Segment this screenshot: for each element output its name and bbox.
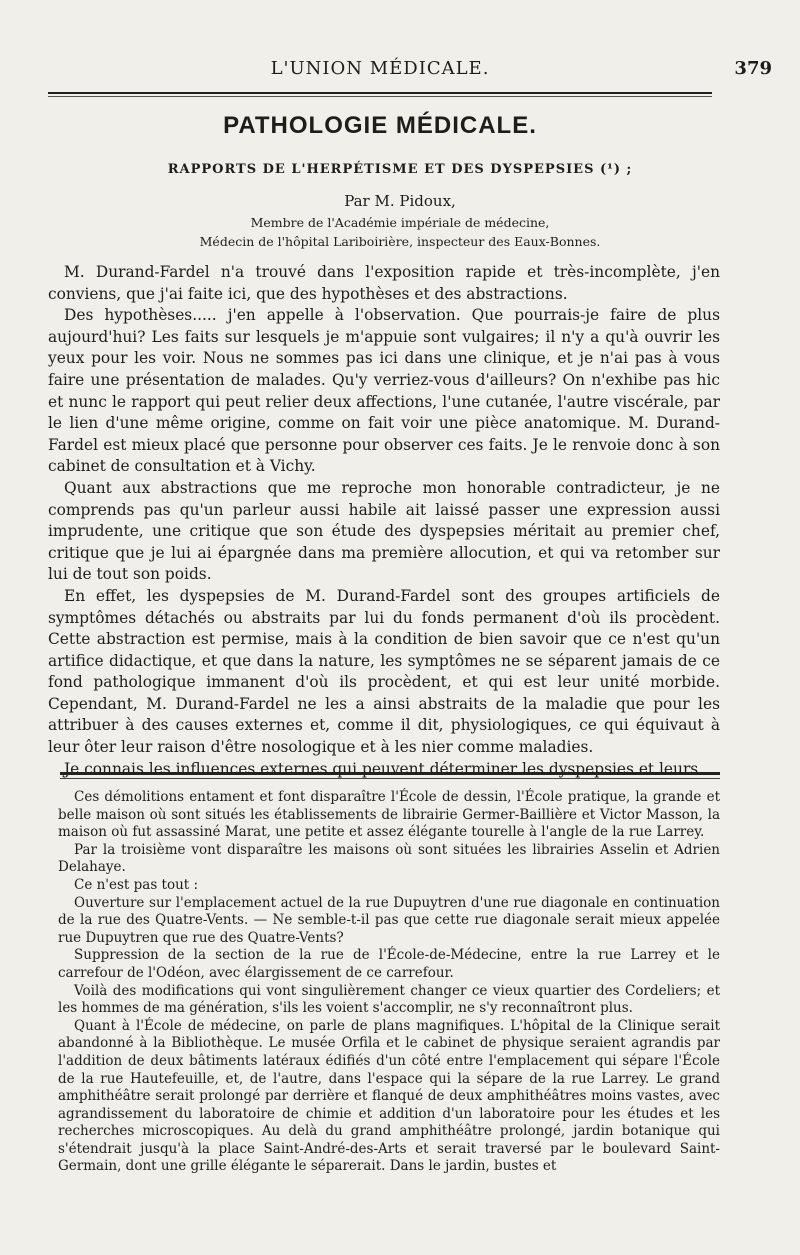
body-paragraph-3: Quant aux abstractions que me reproche mon honorable contradicteur, je ne comprends pas qu'un parleur aussi habile ait laissé passer une expression aussi imprudente, une critique que son étude des dyspepsies méritait au premier chef, critique que je lui ai épargnée dans ma première allocution, et qui va retomber sur lui de tout son poids. — [48, 478, 720, 584]
running-head — [48, 58, 772, 84]
body-paragraph-5: Je connais les influences externes qui peuvent déterminer les dyspepsies et leurs — [64, 759, 699, 778]
body-paragraph-2: Des hypothèses..... j'en appelle à l'observation. Que pourrais-je faire de plus aujourd'hui? Les faits sur lesquels je m'appuie sont vulgaires; il n'y a qu'à ouvrir les yeux pour les voir. Nous ne sommes pas ici dans une clinique, et je n'ai pas à vous faire une présentation de malades. Qu'y verriez-vous d'ailleurs? On n'exhibe pas hic et nunc le rapport qui peut relier deux affections, l'une cutanée, l'autre viscérale, par le lien d'une même origine, comme on fait voir une pièce anatomique. M. Durand-Fardel est mieux placé que personne pour observer ces faits. Je le renvoie donc à son cabinet de consultation et à Vichy. — [48, 306, 720, 476]
footnote-paragraph-6: Voilà des modifications qui vont singulièrement changer ce vieux quartier des Cordeliers; et les hommes de ma génération, s'ils les voient s'accomplir, ne s'y reconnaîtront plus. — [58, 982, 720, 1017]
article-title: RAPPORTS DE L'HERPÉTISME ET DES DYSPEPSIES (¹) ; — [167, 162, 633, 177]
footnote-paragraph-3: Ce n'est pas tout : — [74, 876, 199, 893]
article-body — [48, 262, 720, 780]
body-paragraph-1: M. Durand-Fardel n'a trouvé dans l'exposition rapide et très-incomplète, j'en conviens, que j'ai faite ici, que des hypothèses et des abstractions. — [48, 263, 720, 303]
section-title: PATHOLOGIE MÉDICALE. — [223, 112, 537, 139]
article-author: Par M. Pidoux, — [344, 192, 456, 210]
author-affiliation-2: Médecin de l'hôpital Lariboirière, inspecteur des Eaux-Bonnes. — [199, 234, 601, 249]
body-paragraph-4: En effet, les dyspepsies de M. Durand-Fardel sont des groupes artificiels de symptômes détachés ou abstraits par lui du fonds permanent d'où ils procèdent. Cette abstraction est permise, mais à la condition de bien savoir que ce n'est qu'un artifice didactique, et que dans la nature, les symptômes ne se séparent jamais de ce fond pathologique immanent d'où ils procèdent, et qui est leur unité morbide. Cependant, M. Durand-Fardel ne les a ainsi abstraits de la maladie que pour les attribuer à des causes externes et, comme il dit, physiologiques, ce qui équivaut à leur ôter leur raison d'être nosologique et à les nier comme maladies. — [48, 586, 720, 757]
footnote-paragraph-1: Ces démolitions entament et font disparaître l'École de dessin, l'École pratique, la grande et belle maison où sont situés les établissements de librairie Germer-Baillière et Victor Masson, la maison où fut assassiné Marat, une petite et assez élégante tourelle à l'angle de la rue Larrey. — [58, 789, 720, 841]
footnote-paragraph-4: Ouverture sur l'emplacement actuel de la rue Dupuytren d'une rue diagonale en continuation de la rue des Quatre-Vents. — Ne semble-t-il pas que cette rue diagonale serait mieux appelée rue Dupuytren que rue des Quatre-Vents? — [58, 894, 720, 946]
footnote-paragraph-7: Quant à l'École de médecine, on parle de plans magnifiques. L'hôpital de la Clinique serait abandonné à la Bibliothèque. Le musée Orfila et le cabinet de physique seraient agrandis par l'addition de deux bâtiments latéraux édifiés d'un côté entre l'emplacement qui sépare l'École de la rue Hautefeuille, et, de l'autre, dans l'espace qui la sépare de la rue Larrey. Le grand amphithéâtre serait prolongé par derrière et flanqué de deux amphithéâtres moins vastes, avec agrandissement du laboratoire de chimie et addition d'un laboratoire pour les études et les recherches microscopiques. Au delà du grand amphithéâtre prolongé, jardin botanique qui s'étendrait jusqu'à la place Saint-André-des-Arts et serait traversé par le boulevard Saint-Germain, dont une grille élégante le séparerait. Dans le jardin, bustes et — [58, 1017, 720, 1175]
footnote-paragraph-2: Par la troisième vont disparaître les maisons où sont situées les librairies Asselin et Adrien Delahaye. — [58, 841, 720, 876]
footnotes — [58, 789, 720, 1176]
footnote-paragraph-5: Suppression de la section de la rue de l'École-de-Médecine, entre la rue Larrey et le carrefour de l'Odéon, avec élargissement de ce carrefour. — [58, 947, 720, 981]
footnote-separator — [60, 772, 720, 775]
header-rule — [48, 92, 712, 94]
page-number: 379 — [734, 58, 772, 79]
author-affiliation-1: Membre de l'Académie impériale de médecine, — [250, 215, 550, 230]
journal-title: L'UNION MÉDICALE. — [270, 58, 490, 79]
header-rule-thin — [48, 96, 712, 97]
footnote-separator-thin — [60, 778, 720, 779]
